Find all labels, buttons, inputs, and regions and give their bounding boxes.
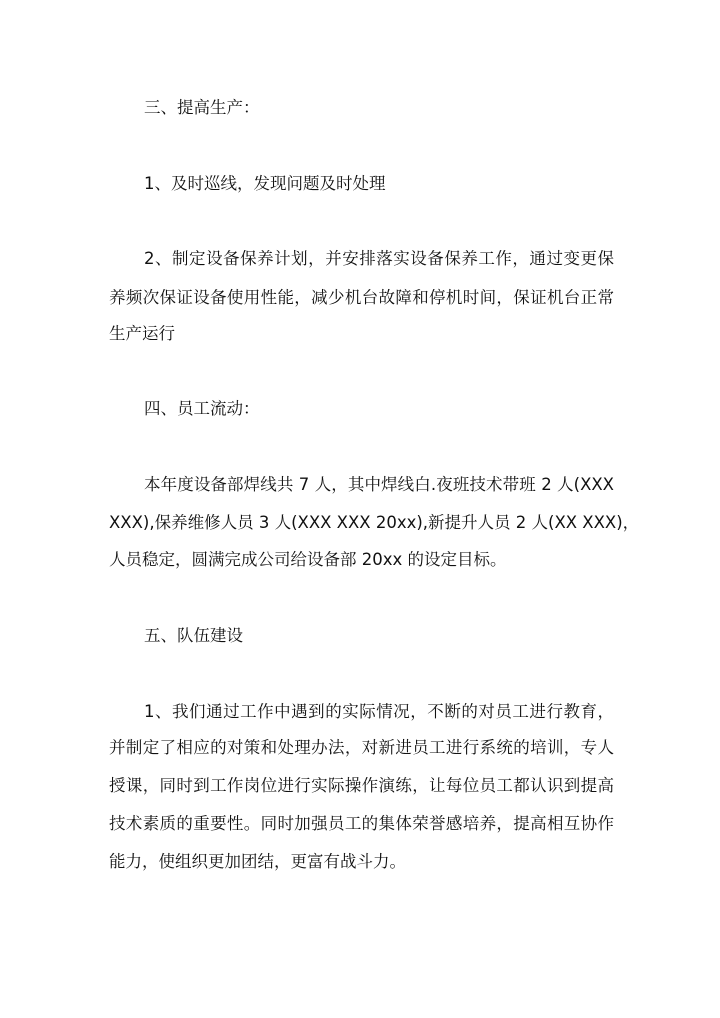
paragraph-line: 生产运行 <box>109 324 175 343</box>
section-heading-3: 三、提高生产： <box>144 98 260 117</box>
paragraph-line: 2、制定设备保养计划，并安排落实设备保养工作，通过变更保 <box>144 249 614 268</box>
paragraph-line: 授课，同时到工作岗位进行实际操作演练，让每位员工都认识到提高 <box>109 776 614 795</box>
section-heading-5: 五、队伍建设 <box>144 626 243 645</box>
paragraph-line: 能力，使组织更加团结，更富有战斗力。 <box>109 852 406 871</box>
paragraph-line: 1、我们通过工作中遇到的实际情况，不断的对员工进行教育， <box>144 702 614 721</box>
paragraph-line: XXX),保养维修人员 3 人(XXX XXX 20xx),新提升人员 2 人(XX XXX)， <box>109 513 640 532</box>
list-item: 1、及时巡线，发现问题及时处理 <box>144 174 386 193</box>
paragraph-line: 技术素质的重要性。同时加强员工的集体荣誉感培养，提高相互协作 <box>109 814 614 833</box>
section-heading-4: 四、员工流动： <box>144 399 260 418</box>
paragraph-line: 并制定了相应的对策和处理办法，对新进员工进行系统的培训，专人 <box>109 738 614 757</box>
paragraph-line: 本年度设备部焊线共 7 人，其中焊线白.夜班技术带班 2 人(XXX <box>144 475 614 494</box>
paragraph-line: 人员稳定，圆满完成公司给设备部 20xx 的设定目标。 <box>109 550 507 569</box>
paragraph-line: 养频次保证设备使用性能，减少机台故障和停机时间，保证机台正常 <box>109 288 614 307</box>
